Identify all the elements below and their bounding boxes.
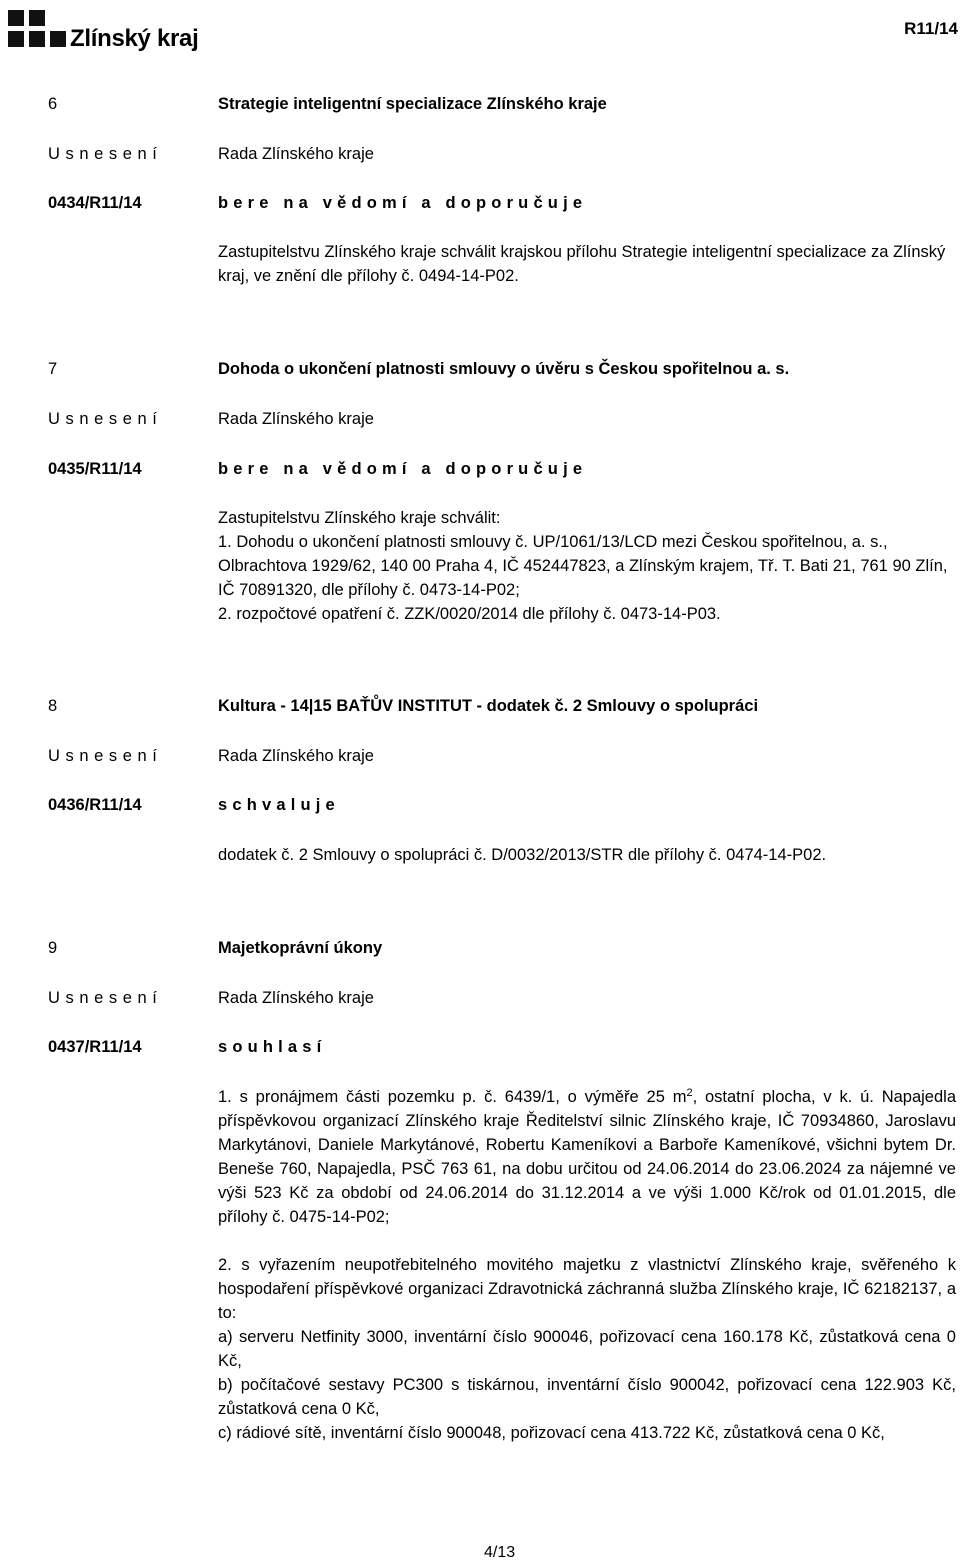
text-paragraph: Zastupitelstvu Zlínského kraje schválit krajskou přílohu Strategie inteligentní specializace za Zlínský kraj, ve znění dle přílohy č. 0494-14-P02. <box>218 243 946 285</box>
text-paragraph: 1. Dohodu o ukončení platnosti smlouvy č. UP/1061/13/LCD mezi Českou spořitelnou, a. s., Olbrachtova 1929/62, 140 00 Praha 4, IČ 452447823, a Zlínským krajem, Tř. T. Bati 21, 761 90 Zlín, IČ 70891320, dle přílohy č. 0473-14-P02; <box>218 533 948 599</box>
usneseni-label: U s n e s e n í <box>48 145 158 163</box>
resolution-verb: s c h v a l u j e <box>218 796 335 814</box>
council-name: Rada Zlínského kraje <box>218 989 374 1007</box>
resolution-text <box>218 1085 956 1229</box>
item-number: 6 <box>48 95 58 113</box>
text-paragraph: dodatek č. 2 Smlouvy o spolupráci č. D/0032/2013/STR dle přílohy č. 0474-14-P02. <box>218 846 827 864</box>
superscript: 2 <box>686 1087 693 1099</box>
council-name: Rada Zlínského kraje <box>218 410 374 428</box>
text-paragraph: 2. s vyřazením neupotřebitelného movitého majetku z vlastnictví Zlínského kraje, svěřeného k hospodaření příspěvkové organizaci Zdravotnická záchranná služba Zlínského kraje, IČ 62182137, a to: <box>218 1256 956 1322</box>
logo-square <box>50 31 66 47</box>
logo-square <box>29 10 45 26</box>
council-name: Rada Zlínského kraje <box>218 145 374 163</box>
resolution-id: 0437/R11/14 <box>48 1038 142 1056</box>
council-name: Rada Zlínského kraje <box>218 747 374 765</box>
usneseni-label: U s n e s e n í <box>48 747 158 765</box>
logo-square <box>8 31 24 47</box>
resolution-verb: s o u h l a s í <box>218 1038 322 1056</box>
page-number: 4/13 <box>484 1544 516 1561</box>
document-code: R11/14 <box>904 19 958 38</box>
resolution-verb: b e r e n a v ě d o m í a d o p o r u č u j e <box>218 460 583 478</box>
resolution-text <box>218 1253 956 1445</box>
resolution-text <box>218 843 956 867</box>
resolution-text <box>218 506 952 626</box>
text-paragraph <box>218 1085 956 1229</box>
item-title: Majetkoprávní úkony <box>218 939 383 957</box>
logo-square <box>8 10 24 26</box>
item-number: 7 <box>48 360 58 378</box>
text-paragraph: b) počítačové sestavy PC300 s tiskárnou, inventární číslo 900042, pořizovací cena 122.903 Kč, zůstatková cena 0 Kč, <box>218 1376 956 1418</box>
item-number: 8 <box>48 697 58 715</box>
item-number: 9 <box>48 939 58 957</box>
logo-text: Zlínský kraj <box>70 25 199 52</box>
text-paragraph: a) serveru Netfinity 3000, inventární číslo 900046, pořizovací cena 160.178 Kč, zůstatková cena 0 Kč, <box>218 1328 956 1370</box>
text-run: 1. s pronájmem části pozemku p. č. 6439/1, o výměře 25 m <box>218 1088 687 1106</box>
usneseni-label: U s n e s e n í <box>48 410 158 428</box>
resolution-text <box>218 240 956 288</box>
item-title: Strategie inteligentní specializace Zlínského kraje <box>218 95 607 113</box>
item-title: Kultura - 14|15 BAŤŮV INSTITUT - dodatek č. 2 Smlouvy o spolupráci <box>218 697 759 715</box>
resolution-id: 0435/R11/14 <box>48 460 142 478</box>
text-paragraph: c) rádiové sítě, inventární číslo 900048, pořizovací cena 413.722 Kč, zůstatková cena 0 Kč, <box>218 1424 885 1442</box>
usneseni-label: U s n e s e n í <box>48 989 158 1007</box>
text-run: , ostatní plocha, v k. ú. Napajedla příspěvkovou organizací Zlínského kraje Ředitelství silnic Zlínského kraje, IČ 70934860, Jaroslavu Markytánovi, Daniele Markytánové, Robertu Kameníkovi a Barboře Kameníkové, všichni bytem Dr. Beneše 760, Napajedla, PSČ 763 61, na dobu určitou od 24.06.2014 do 23.06.2024 za nájemné ve výši 523 Kč za období od 24.06.2014 do 31.12.2014 a ve výši 1.000 Kč/rok od 01.01.2015, dle přílohy č. 0475-14-P02; <box>218 1088 956 1226</box>
resolution-verb: b e r e n a v ě d o m í a d o p o r u č u j e <box>218 194 583 212</box>
text-paragraph: Zastupitelstvu Zlínského kraje schválit: <box>218 509 501 527</box>
resolution-id: 0436/R11/14 <box>48 796 142 814</box>
logo-square <box>29 31 45 47</box>
text-paragraph: 2. rozpočtové opatření č. ZZK/0020/2014 dle přílohy č. 0473-14-P03. <box>218 605 721 623</box>
resolution-id: 0434/R11/14 <box>48 194 142 212</box>
item-title: Dohoda o ukončení platnosti smlouvy o úvěru s Českou spořitelnou a. s. <box>218 360 790 378</box>
